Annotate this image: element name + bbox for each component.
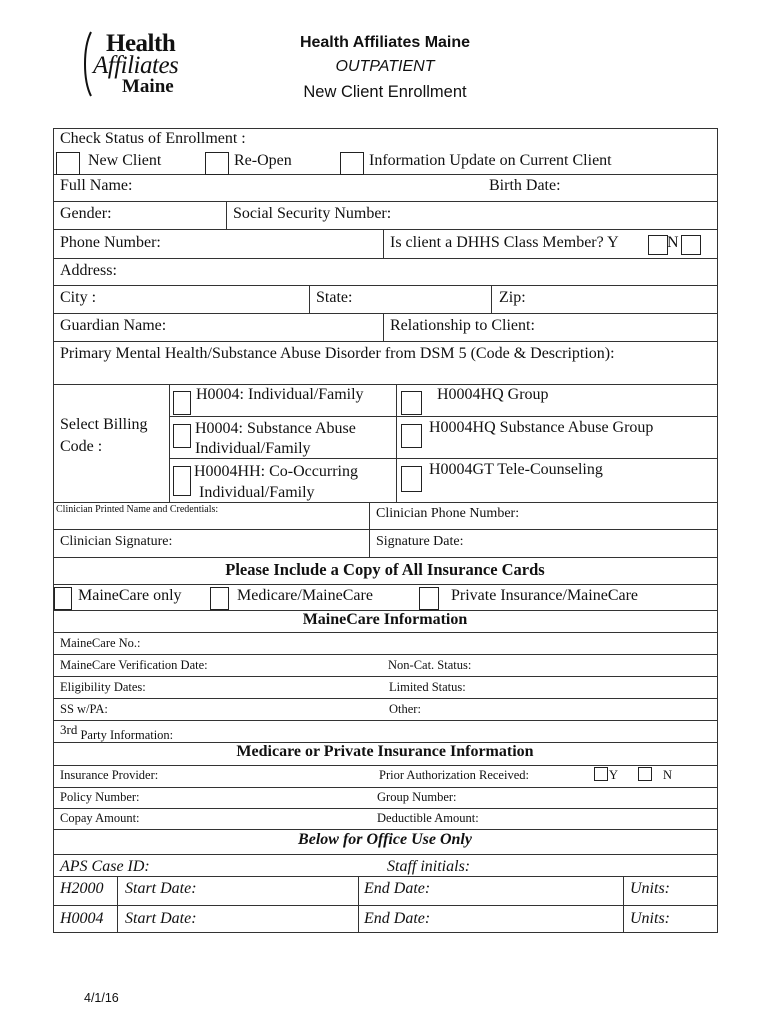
info-update-label: Information Update on Current Client <box>369 152 612 169</box>
logo-line2: Affiliates <box>93 52 179 79</box>
new-client-label: New Client <box>88 152 162 169</box>
mainecare-only-checkbox[interactable] <box>54 587 72 610</box>
info-update-checkbox[interactable] <box>340 152 364 175</box>
header-org: Health Affiliates Maine <box>299 34 471 51</box>
dhhs-question: Is client a DHHS Class Member? Y <box>390 234 619 251</box>
prior-auth-yes-checkbox[interactable] <box>594 767 608 781</box>
insurance-heading: Please Include a Copy of All Insurance Cards <box>225 560 545 579</box>
private-heading: Medicare or Private Insurance Information <box>236 743 534 760</box>
logo-line1: Health <box>106 30 176 57</box>
ssn-field[interactable]: Social Security Number: <box>233 205 392 222</box>
prior-auth-no-checkbox[interactable] <box>638 767 652 781</box>
aps-case-field[interactable]: APS Case ID: <box>60 858 150 875</box>
limited-status-field[interactable]: Limited Status: <box>389 680 466 694</box>
third-party-field[interactable] <box>60 722 173 743</box>
reopen-label: Re-Open <box>234 152 292 169</box>
medicare-mainecare-checkbox[interactable] <box>210 587 229 610</box>
dhhs-yes-checkbox[interactable] <box>648 235 668 255</box>
logo-line3: Maine <box>122 76 174 97</box>
footer-date: 4/1/16 <box>84 991 119 1005</box>
verification-date-field[interactable]: MaineCare Verification Date: <box>60 658 208 672</box>
ss-pa-field[interactable]: SS w/PA: <box>60 702 108 716</box>
h0004gt-checkbox[interactable] <box>401 466 422 492</box>
h0004hh-label-line1: H0004HH: Co-Occurring <box>194 463 358 480</box>
group-number-field[interactable]: Group Number: <box>377 790 457 804</box>
prior-auth-yes-label: Y <box>609 768 619 782</box>
phone-field[interactable]: Phone Number: <box>60 234 161 251</box>
address-field[interactable]: Address: <box>60 262 117 279</box>
h0004-sa-checkbox[interactable] <box>173 424 191 448</box>
office-row-start[interactable]: Start Date: <box>125 910 197 927</box>
birth-date-field[interactable]: Birth Date: <box>489 177 561 194</box>
clinician-signature-field[interactable]: Clinician Signature: <box>60 534 173 549</box>
noncat-status-field[interactable]: Non-Cat. Status: <box>388 658 472 672</box>
header-form-title: New Client Enrollment <box>303 83 467 101</box>
h0004-sa-label <box>195 419 356 459</box>
signature-date-field[interactable]: Signature Date: <box>376 534 464 549</box>
insurance-provider-field[interactable]: Insurance Provider: <box>60 768 159 782</box>
reopen-checkbox[interactable] <box>205 152 229 175</box>
office-row-units[interactable]: Units: <box>630 910 670 927</box>
eligibility-dates-field[interactable]: Eligibility Dates: <box>60 680 146 694</box>
gender-field[interactable]: Gender: <box>60 205 112 222</box>
copay-field[interactable]: Copay Amount: <box>60 811 140 825</box>
h0004-individual-label: H0004: Individual/Family <box>196 386 364 403</box>
policy-number-field[interactable]: Policy Number: <box>60 790 140 804</box>
office-row-code: H0004 <box>60 910 104 927</box>
mainecare-heading: MaineCare Information <box>302 611 468 628</box>
clinician-name-field[interactable]: Clinician Printed Name and Credentials: <box>56 504 219 515</box>
prior-auth-no-label: N <box>663 768 673 782</box>
h0004hq-group-label: H0004HQ Group <box>437 386 549 403</box>
office-row-end[interactable]: End Date: <box>364 910 431 927</box>
h0004hq-group-checkbox[interactable] <box>401 391 422 415</box>
guardian-field[interactable]: Guardian Name: <box>60 317 167 334</box>
logo <box>80 28 200 100</box>
dhhs-no-label: N <box>667 234 679 251</box>
h0004hh-checkbox[interactable] <box>173 466 191 496</box>
deductible-field[interactable]: Deductible Amount: <box>377 811 479 825</box>
h0004hh-label <box>194 461 358 503</box>
private-mainecare-label: Private Insurance/MaineCare <box>451 587 639 604</box>
check-status-label: Check Status of Enrollment : <box>60 130 246 147</box>
other-field[interactable]: Other: <box>389 702 421 716</box>
full-name-field[interactable]: Full Name: <box>60 177 133 194</box>
billing-label <box>60 414 148 458</box>
third-party-sup: 3rd <box>60 722 78 737</box>
header-program: OUTPATIENT <box>335 58 435 75</box>
state-field[interactable]: State: <box>316 289 353 306</box>
office-row-end[interactable]: End Date: <box>364 880 431 897</box>
city-field[interactable]: City : <box>60 289 97 306</box>
mainecare-number-field[interactable]: MaineCare No.: <box>60 636 141 650</box>
zip-field[interactable]: Zip: <box>499 289 526 306</box>
staff-initials-field[interactable]: Staff initials: <box>387 858 471 875</box>
office-row-units[interactable]: Units: <box>630 880 670 897</box>
new-client-checkbox[interactable] <box>56 152 80 175</box>
h0004-sa-label-line1: H0004: Substance Abuse <box>195 420 356 437</box>
third-party-label: Party Information: <box>77 728 174 743</box>
dhhs-no-checkbox[interactable] <box>681 235 701 255</box>
prior-auth-label: Prior Authorization Received: <box>379 768 529 782</box>
billing-label-line2: Code : <box>60 438 103 455</box>
private-mainecare-checkbox[interactable] <box>419 587 439 610</box>
logo-bracket-icon <box>80 30 94 98</box>
mainecare-only-label: MaineCare only <box>78 587 182 604</box>
medicare-mainecare-label: Medicare/MaineCare <box>237 587 373 604</box>
h0004-individual-checkbox[interactable] <box>173 391 191 415</box>
h0004gt-label: H0004GT Tele-Counseling <box>429 461 603 478</box>
h0004hh-label-line2: Individual/Family <box>199 484 315 501</box>
disorder-field[interactable]: Primary Mental Health/Substance Abuse Disorder from DSM 5 (Code & Description): <box>60 345 615 362</box>
billing-label-line1: Select Billing <box>60 416 148 433</box>
office-row-code: H2000 <box>60 880 104 897</box>
h0004hq-sa-group-label: H0004HQ Substance Abuse Group <box>429 419 654 436</box>
relationship-field[interactable]: Relationship to Client: <box>390 317 535 334</box>
clinician-phone-field[interactable]: Clinician Phone Number: <box>376 506 520 521</box>
h0004hq-sa-group-checkbox[interactable] <box>401 424 422 448</box>
office-heading: Below for Office Use Only <box>298 831 472 848</box>
office-row-start[interactable]: Start Date: <box>125 880 197 897</box>
h0004-sa-label-line2: Individual/Family <box>195 440 311 457</box>
